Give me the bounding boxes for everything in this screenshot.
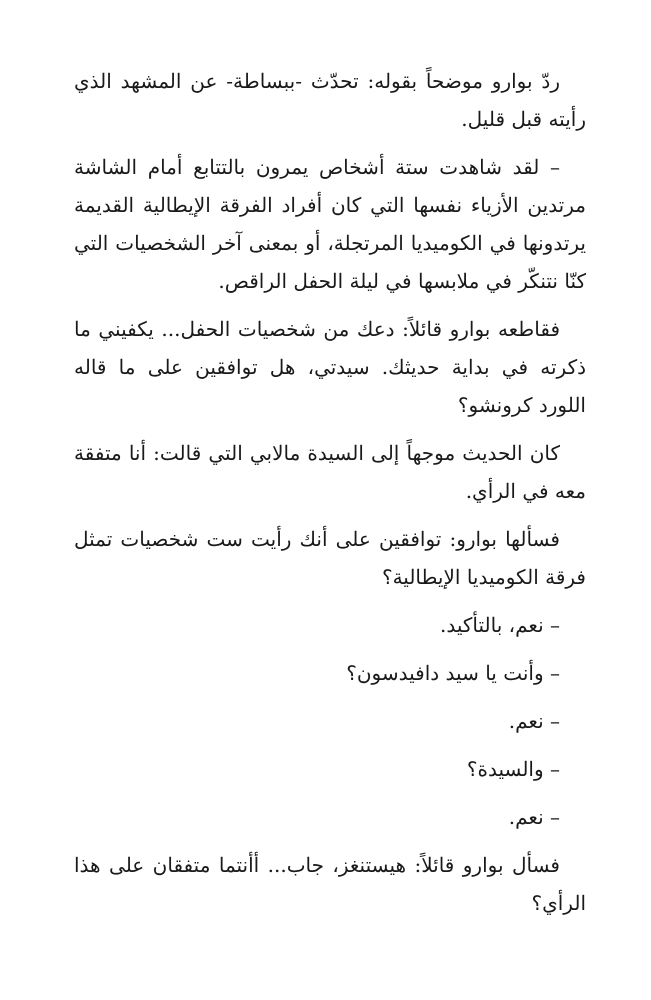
paragraph-4: كان الحديث موجهاً إلى السيدة مالابي التي قالت: أنا متفقة معه في الرأي. [74,441,586,503]
dialogue-line-2: – وأنت يا سيد دافيدسون؟ [346,661,560,685]
paragraph-1: ردّ بوارو موضحاً بقوله: تحدّث -ببساطة- عن المشهد الذي رأيته قبل قليل. [74,69,586,131]
paragraph-6: فسأل بوارو قائلاً: هيستنغز، جاب... أأنتما متفقان على هذا الرأي؟ [74,853,586,915]
dialogue-line-5: – نعم. [508,805,560,829]
paragraph-3: فقاطعه بوارو قائلاً: دعك من شخصيات الحفل... يكفيني ما ذكرته في بداية حديثك. سيدتي، هل توافقين على ما قاله اللورد كرونشو؟ [74,317,586,417]
book-page [74,62,586,932]
dialogue-line-4: – والسيدة؟ [466,757,560,781]
paragraph-5: فسألها بوارو: توافقين على أنك رأيت ست شخصيات تمثل فرقة الكوميديا الإيطالية؟ [74,527,586,589]
dialogue-line-3: – نعم. [508,709,560,733]
paragraph-2: – لقد شاهدت ستة أشخاص يمرون بالتتابع أمام الشاشة مرتدين الأزياء نفسها التي كان أفراد الفرقة الإيطالية القديمة يرتدونها في الكوميديا المرتجلة، أو بمعنى آخر الشخصيات التي كنّا نتنكّر في ملابسها في ليلة الحفل الراقص. [74,155,586,293]
dialogue-line-1: – نعم، بالتأكيد. [440,613,560,637]
